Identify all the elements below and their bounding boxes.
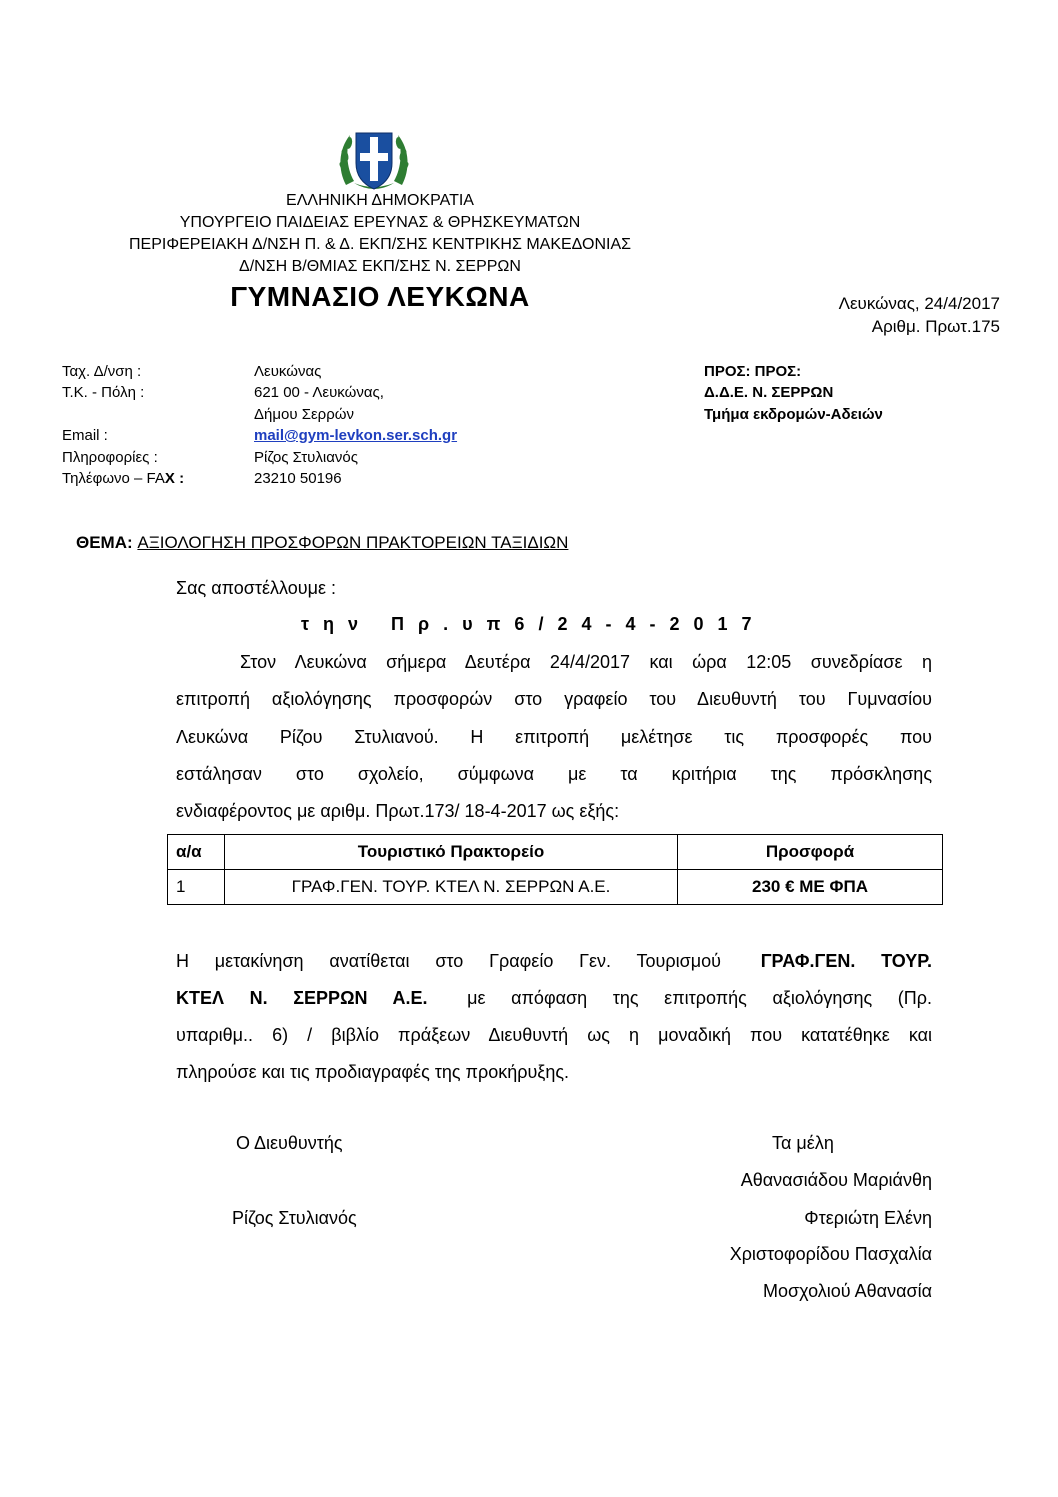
intro-text: Σας αποστέλλουμε : bbox=[176, 578, 337, 598]
recipient-org: Δ.Δ.Ε. Ν. ΣΕΡΡΩΝ bbox=[704, 384, 834, 401]
decision-line-1-text: Η μετακίνηση ανατίθεται στο Γραφείο Γεν. Τουρισμού bbox=[176, 951, 721, 971]
row-agency: ΓΡΑΦ.ΓΕΝ. ΤΟΥΡ. ΚΤΕΛ Ν. ΣΕΡΡΩΝ Α.Ε. bbox=[225, 870, 678, 905]
info-value: Ρίζος Στυλιανός bbox=[254, 449, 358, 466]
recipient-dept: Τμήμα εκδρομών-Αδειών bbox=[704, 406, 883, 423]
decision-line-2-text: με απόφαση της επιτροπής αξιολόγησης (Πρ. bbox=[467, 988, 932, 1008]
director-title: Ο Διευθυντής bbox=[236, 1133, 343, 1153]
header-regional-directorate: ΠΕΡΙΦΕΡΕΙΑΚΗ Δ/ΝΣΗ Π. & Δ. ΕΚΠ/ΣΗΣ ΚΕΝΤΡΙΚΗΣ ΜΑΚΕΔΟΝΙΑΣ bbox=[128, 236, 632, 253]
body-line-4: εστάλησαν στο σχολείο, σύμφωνα με τα κριτήρια της πρόσκλησης bbox=[176, 764, 932, 784]
decision-line-3: υπαριθμ.. 6) / βιβλίο πράξεων Διευθυντή ως η μοναδική που κατατέθηκε και bbox=[176, 1025, 932, 1045]
header-country: ΕΛΛΗΝΙΚΗ ΔΗΜΟΚΡΑΤΙΑ bbox=[286, 192, 474, 209]
phone-label bbox=[62, 470, 184, 487]
subject-label: ΘΕΜΑ: bbox=[76, 533, 138, 552]
header-ministry: ΥΠΟΥΡΓΕΙΟ ΠΑΙΔΕΙΑΣ ΕΡΕΥΝΑΣ & ΘΡΗΣΚΕΥΜΑΤΩΝ bbox=[179, 214, 581, 231]
header-local-directorate: Δ/ΝΣΗ Β/ΘΜΙΑΣ ΕΚΠ/ΣΗΣ Ν. ΣΕΡΡΩΝ bbox=[239, 258, 521, 275]
member-4: Μοσχολιού Αθανασία bbox=[763, 1281, 932, 1301]
address-label: Ταχ. Δ/νση : bbox=[62, 363, 142, 380]
phone-value: 23210 50196 bbox=[254, 470, 342, 487]
header-offer: Προσφορά bbox=[678, 835, 943, 870]
phone-label-text: Τηλέφωνο – FA bbox=[62, 470, 165, 487]
member-1: Αθανασιάδου Μαριάνθη bbox=[740, 1170, 932, 1190]
postal-value: 621 00 - Λευκώνας, bbox=[254, 384, 384, 401]
subject-line bbox=[76, 533, 568, 553]
email-label: Email : bbox=[62, 427, 108, 444]
document-date: Λευκώνας, 24/4/2017 bbox=[838, 294, 1000, 313]
decision-agency-name: ΓΡΑΦ.ΓΕΝ. ΤΟΥΡ. bbox=[760, 951, 932, 971]
offers-table bbox=[167, 834, 943, 905]
recipient-to: ΠΡΟΣ: ΠΡΟΣ: bbox=[704, 363, 802, 380]
table-row bbox=[168, 870, 943, 905]
postal-label: Τ.Κ. - Πόλη : bbox=[62, 384, 145, 401]
row-index: 1 bbox=[168, 870, 225, 905]
header-agency: Τουριστικό Πρακτορείο bbox=[225, 835, 678, 870]
body-line-5: ενδιαφέροντος με αριθμ. Πρωτ.173/ 18-4-2017 ως εξής: bbox=[176, 801, 620, 821]
member-2: Φτεριώτη Ελένη bbox=[804, 1208, 932, 1228]
director-name: Ρίζος Στυλιανός bbox=[232, 1208, 357, 1228]
info-label: Πληροφορίες : bbox=[62, 449, 158, 466]
body-line-1: Στον Λευκώνα σήμερα Δευτέρα 24/4/2017 και ώρα 12:05 συνεδρίασε η bbox=[240, 652, 932, 672]
reference-number: την Πρ.υπ6/24-4-2017 bbox=[301, 614, 766, 634]
subject-text: ΑΞΙΟΛΟΓΗΣΗ ΠΡΟΣΦΟΡΩΝ ΠΡΑΚΤΟΡΕΙΩΝ ΤΑΞΙΔΙΩΝ bbox=[137, 533, 569, 552]
decision-line-4: πληρούσε και τις προδιαγραφές της προκήρυξης. bbox=[176, 1062, 570, 1082]
phone-label-suffix: X : bbox=[164, 470, 185, 487]
header-index: α/α bbox=[168, 835, 225, 870]
decision-line-1 bbox=[176, 951, 932, 972]
member-3: Χριστοφορίδου Πασχαλία bbox=[729, 1244, 932, 1264]
row-offer: 230 € ΜΕ ΦΠΑ bbox=[678, 870, 943, 905]
greek-coat-of-arms-icon bbox=[336, 125, 412, 195]
school-name: ΓΥΜΝΑΣΙΟ ΛΕΥΚΩΝΑ bbox=[230, 281, 530, 312]
address-value: Λευκώνας bbox=[254, 363, 322, 380]
body-line-2: επιτροπή αξιολόγησης προσφορών στο γραφείο του Διευθυντή του Γυμνασίου bbox=[176, 689, 932, 709]
body-line-3: Λευκώνα Ρίζου Στυλιανού. Η επιτροπή μελέτησε τις προσφορές που bbox=[176, 727, 932, 747]
municipality-value: Δήμου Σερρών bbox=[254, 406, 354, 423]
table-header-row bbox=[168, 835, 943, 870]
protocol-number: Αριθμ. Πρωτ.175 bbox=[871, 317, 1000, 336]
email-link[interactable]: mail@gym-levkon.ser.sch.gr bbox=[254, 427, 458, 444]
members-title: Τα μέλη bbox=[772, 1133, 834, 1153]
decision-agency-name-cont: ΚΤΕΛ Ν. ΣΕΡΡΩΝ Α.Ε. bbox=[176, 988, 428, 1008]
decision-line-2 bbox=[176, 988, 932, 1009]
